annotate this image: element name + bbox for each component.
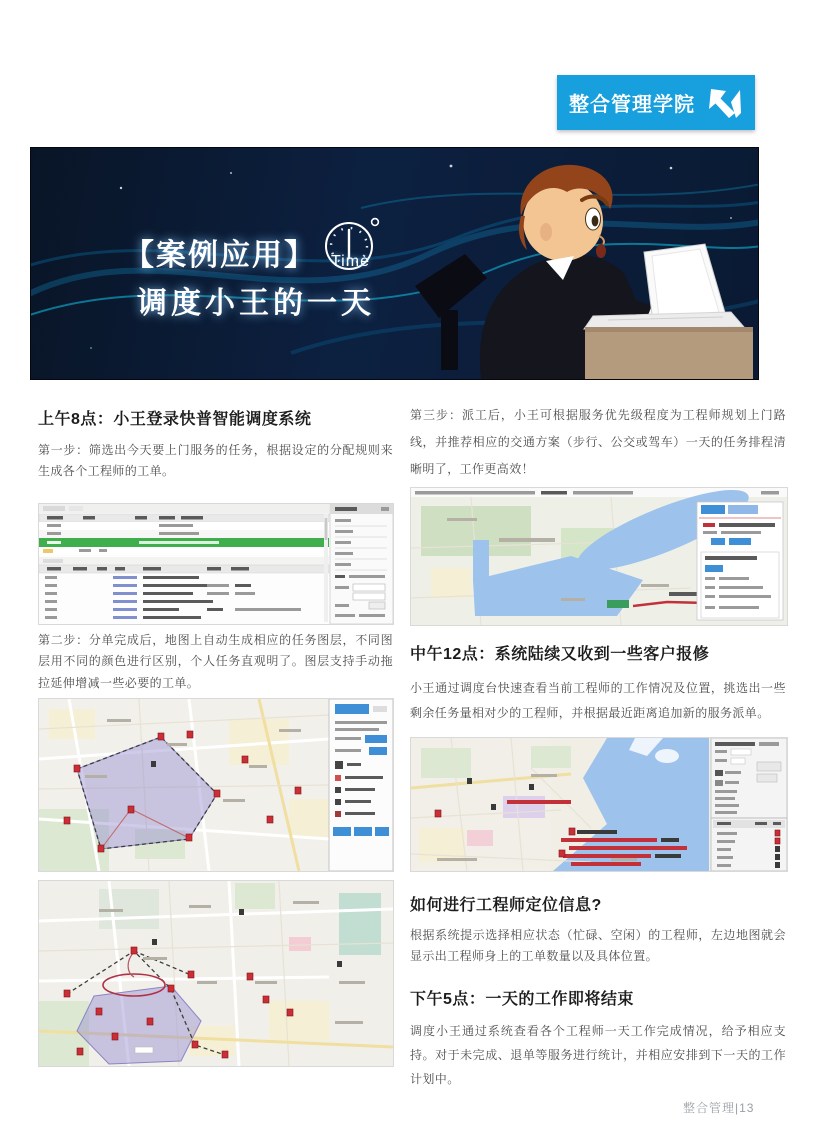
brand-name: 整合管理学院 xyxy=(569,94,695,116)
heading-engineer-locating: 如何进行工程师定位信息? xyxy=(410,897,602,914)
hero-tag: 【案例应用】 xyxy=(124,239,316,272)
paragraph-engineer-locating: 根据系统提示选择相应状态（忙碌、空闲）的工程师，左边地图就会显示出工程师身上的工单数量以及具体位置。 xyxy=(410,928,786,964)
brand-banner xyxy=(557,75,755,130)
paragraph-step3: 第三步：派工后，小王可根据服务优先级程度为工程师规划上门路线，并推荐相应的交通方案（步行、公交或驾车）一天的任务排程清晰明了，工作更高效！ xyxy=(410,408,786,476)
figure-coastal-dispatch-map xyxy=(410,737,788,872)
hero-title: 调度小王的一天 xyxy=(137,287,375,320)
figure-map-route-highlight xyxy=(38,880,394,1067)
coastal-dispatch-screenshot xyxy=(411,738,787,871)
arrow-up-left-logo-icon xyxy=(707,85,743,121)
dispatch-table-screenshot xyxy=(39,504,393,624)
heading-noon-12: 中午12点：系统陆续又收到一些客户报修 xyxy=(410,646,710,663)
map-task-layers-screenshot xyxy=(39,699,393,871)
figure-map-task-layers xyxy=(38,698,394,872)
paragraph-noon-12: 小王通过调度台快速查看当前工程师的工作情况及位置，挑选出一些剩余任务量相对少的工程师，并根据最近距离追加新的服务派单。 xyxy=(410,681,786,720)
route-planning-screenshot xyxy=(411,488,787,625)
hero-clock-label: Time xyxy=(331,253,370,270)
cartoon-man-at-laptop xyxy=(413,148,758,379)
heading-morning-8: 上午8点：小王登录快普智能调度系统 xyxy=(38,411,312,428)
figure-dispatch-order-table xyxy=(38,503,394,625)
footer-page-label: 整合管理|13 xyxy=(683,1101,755,1115)
paragraph-evening-5: 调度小王通过系统查看各个工程师一天工作完成情况，给予相应支持。对于未完成、退单等服务进行统计，并相应安排到下一天的工作计划中。 xyxy=(410,1024,786,1086)
paragraph-step2: 第二步：分单完成后，地图上自动生成相应的任务图层，不同图层用不同的颜色进行区别，个人任务直观明了。图层支持手动拖拉延伸增减一些必要的工单。 xyxy=(38,633,393,690)
paragraph-step1: 第一步：筛选出今天要上门服务的任务，根据设定的分配规则来生成各个工程师的工单。 xyxy=(38,443,393,479)
heading-evening-5: 下午5点：一天的工作即将结束 xyxy=(410,991,634,1008)
map-route-highlight-screenshot xyxy=(39,881,393,1066)
hero-banner xyxy=(30,147,759,380)
figure-route-planning-map xyxy=(410,487,788,626)
